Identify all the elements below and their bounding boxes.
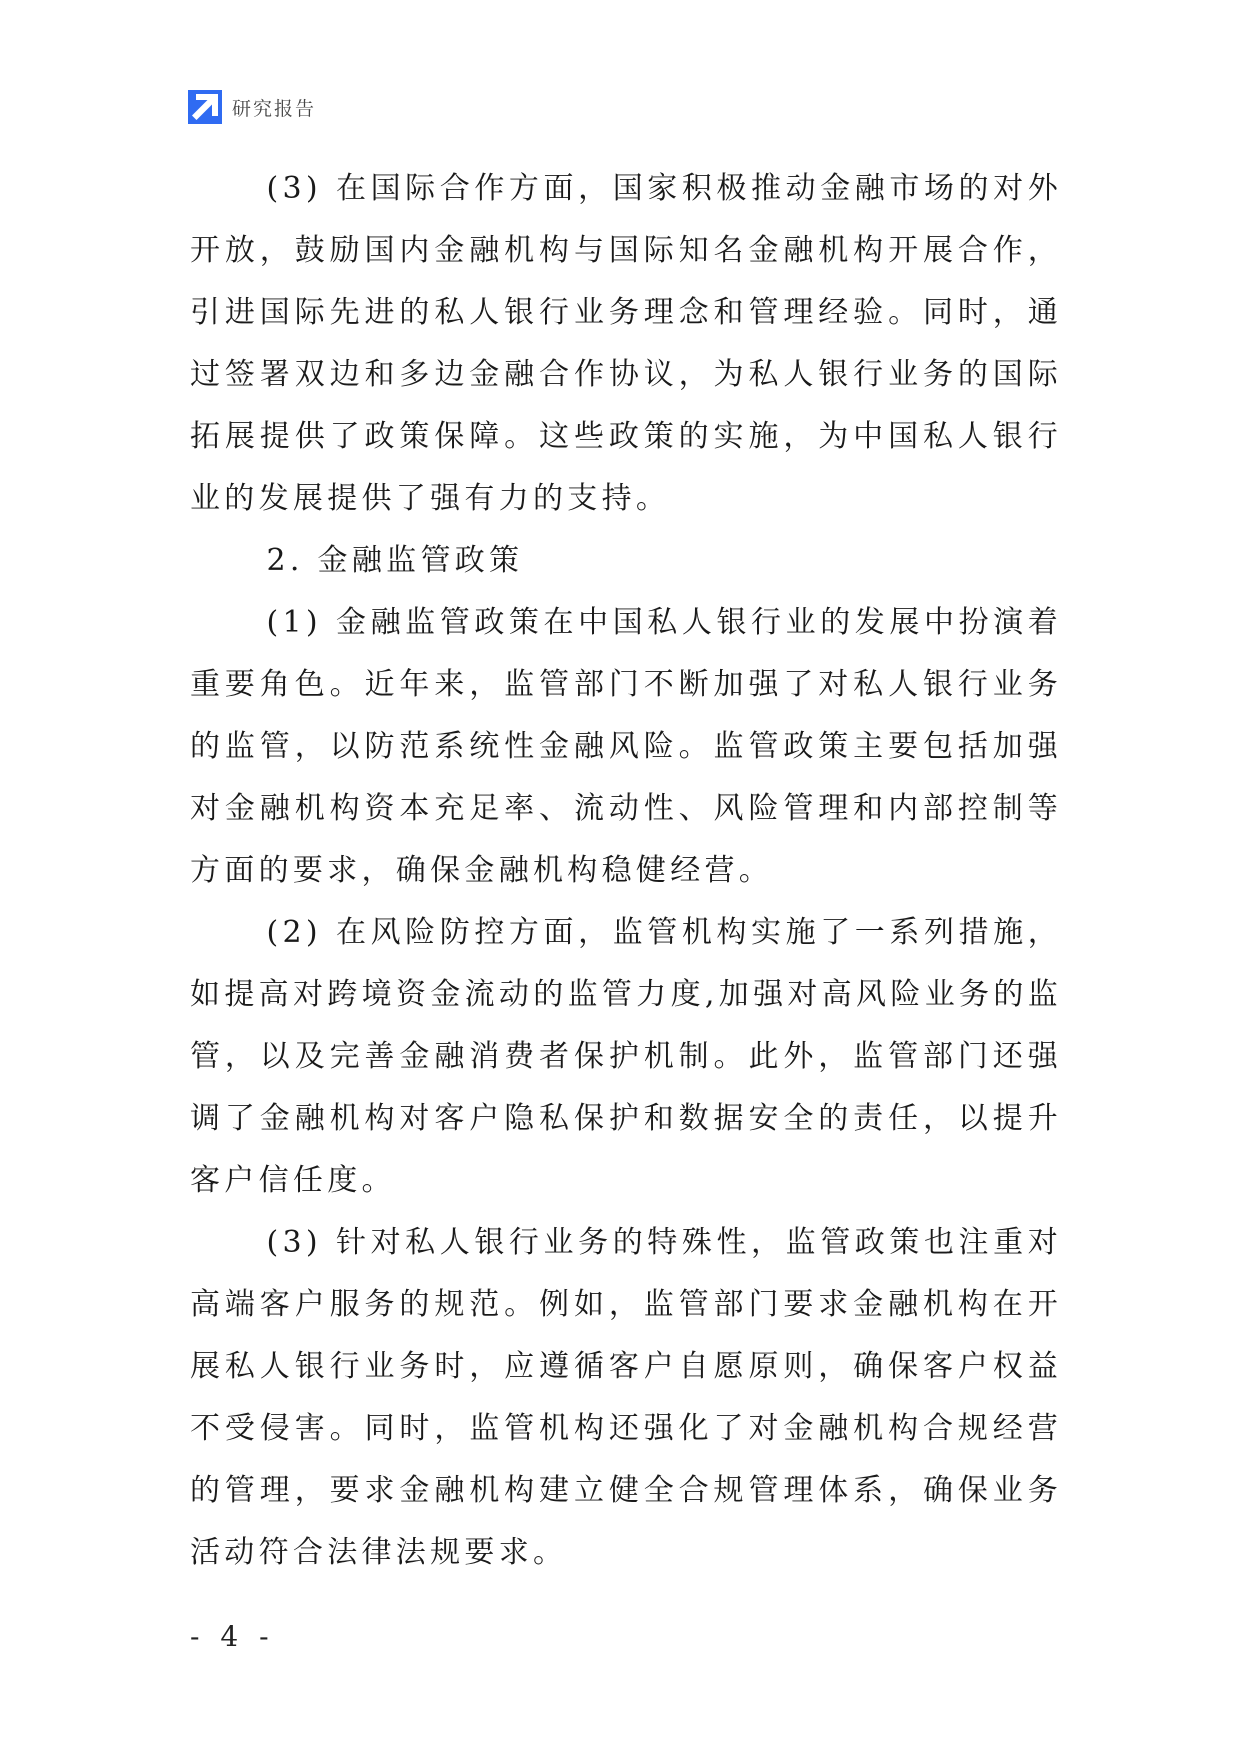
document-body xyxy=(190,158,1062,1584)
paragraph-regulation-1: (1) 金融监管政策在中国私人银行业的发展中扮演着重要角色。近年来，监管部门不断加强了对私人银行业务的监管，以防范系统性金融风险。监管政策主要包括加强对金融机构资本充足率、流动性、风险管理和内部控制等方面的要求，确保金融机构稳健经营。 xyxy=(190,605,1062,888)
arrow-up-right-logo-icon xyxy=(188,90,222,124)
section-heading-financial-regulation: 2. 金融监管政策 xyxy=(266,543,524,578)
header-title: 研究报告 xyxy=(232,97,317,120)
paragraph-regulation-3: (3) 针对私人银行业务的特殊性，监管政策也注重对高端客户服务的规范。例如，监管部门要求金融机构在开展私人银行业务时，应遵循客户自愿原则，确保客户权益不受侵害。同时，监管机构还强化了对金融机构合规经营的管理，要求金融机构建立健全合规管理体系，确保业务活动符合法律法规要求。 xyxy=(190,1225,1062,1570)
page-number: - 4 - xyxy=(190,1620,275,1653)
paragraph-international-cooperation: (3) 在国际合作方面，国家积极推动金融市场的对外开放，鼓励国内金融机构与国际知名金融机构开展合作，引进国际先进的私人银行业务理念和管理经验。同时，通过签署双边和多边金融合作协议，为私人银行业务的国际拓展提供了政策保障。这些政策的实施，为中国私人银行业的发展提供了强有力的支持。 xyxy=(190,171,1062,516)
paragraph-regulation-2: (2) 在风险防控方面，监管机构实施了一系列措施，如提高对跨境资金流动的监管力度,加强对高风险业务的监管，以及完善金融消费者保护机制。此外，监管部门还强调了金融机构对客户隐私保护和数据安全的责任，以提升客户信任度。 xyxy=(190,915,1062,1198)
document-header xyxy=(188,90,316,124)
